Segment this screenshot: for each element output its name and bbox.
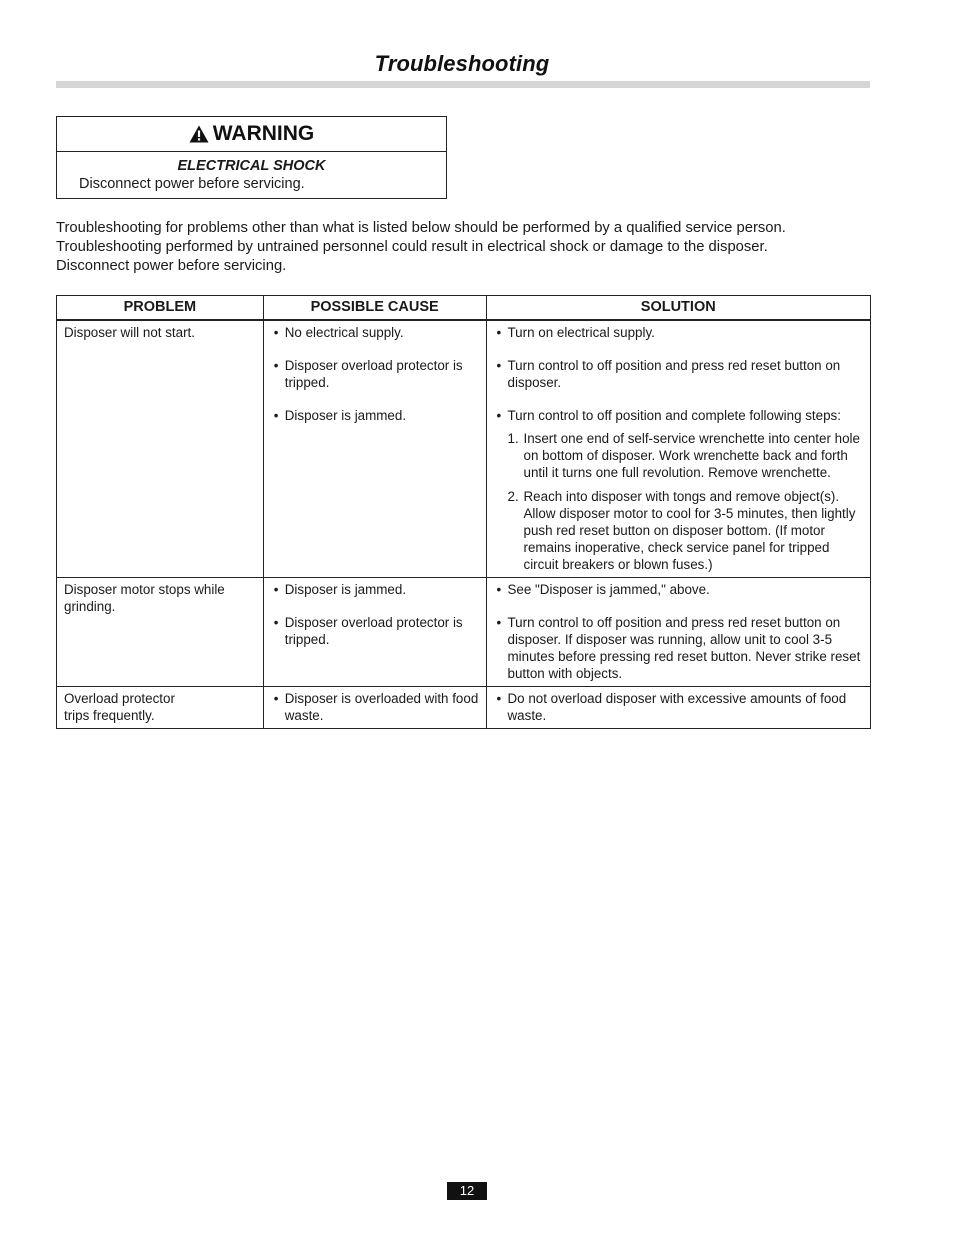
cause-item: • Disposer overload protector is tripped. <box>274 357 480 391</box>
solution-steps <box>497 430 867 573</box>
cause-item: • Disposer is overloaded with food waste. <box>274 690 480 724</box>
cause-item: • Disposer is jammed. <box>274 581 480 598</box>
solution-item: • See "Disposer is jammed," above. <box>497 581 867 598</box>
problem-cell: Disposer will not start. <box>57 320 264 578</box>
problem-cell: Disposer motor stops while grinding. <box>57 578 264 687</box>
header-solution: SOLUTION <box>486 296 871 321</box>
step-text: Reach into disposer with tongs and remove object(s). Allow disposer motor to cool for 3-5 minutes, then lightly push red reset button on disposer bottom. (If motor remains inoperative, check service panel for tripped circuit breakers or blown fuses.) <box>523 489 856 572</box>
solution-cell <box>486 320 871 578</box>
cause-item: • No electrical supply. <box>274 324 480 341</box>
intro-line: Troubleshooting for problems other than what is listed below should be performed by a qualified service person. <box>56 220 786 236</box>
intro-line: Troubleshooting performed by untrained personnel could result in electrical shock or damage to the disposer. <box>56 239 768 255</box>
solution-item: • Turn control to off position and press red reset button on disposer. <box>497 357 867 391</box>
cause-cell <box>263 687 486 729</box>
problem-cell <box>57 687 264 729</box>
step-text: Insert one end of self-service wrenchette into center hole on bottom of disposer. Work wrenchette back and forth until it turns one full revolution. Remove wrenchette. <box>523 431 860 480</box>
solution-cell <box>486 578 871 687</box>
problem-line: trips frequently. <box>64 708 155 723</box>
table-header-row <box>57 296 871 321</box>
intro-line: Disconnect power before servicing. <box>56 258 287 274</box>
solution-item: • Turn on electrical supply. <box>497 324 867 341</box>
header-problem: PROBLEM <box>57 296 264 321</box>
page-number: 12 <box>447 1182 487 1200</box>
page-title: Troubleshooting <box>374 51 550 76</box>
warning-header <box>57 117 446 152</box>
warning-text: Disconnect power before servicing. <box>79 176 305 192</box>
table-row <box>57 320 871 578</box>
table-row <box>57 578 871 687</box>
solution-item: • Do not overload disposer with excessive amounts of food waste. <box>497 690 867 724</box>
warning-triangle-icon <box>189 125 209 143</box>
step-number: 2. <box>507 489 519 504</box>
solution-item: • Turn control to off position and complete following steps: <box>497 407 867 424</box>
table-row <box>57 687 871 729</box>
cause-cell <box>263 320 486 578</box>
warning-hazard: ELECTRICAL SHOCK <box>177 158 326 174</box>
title-rule <box>56 81 870 88</box>
solution-item: • Turn control to off position and press red reset button on disposer. If disposer was running, allow unit to cool 3-5 minutes before pressing red reset button. Never strike reset button with objects. <box>497 614 867 682</box>
cause-item: • Disposer is jammed. <box>274 407 480 424</box>
cause-item: • Disposer overload protector is tripped. <box>274 614 480 648</box>
cause-cell <box>263 578 486 687</box>
step-number: 1. <box>507 431 519 446</box>
warning-box <box>56 116 447 199</box>
warning-label: WARNING <box>212 122 315 145</box>
intro-paragraph <box>56 219 876 276</box>
header-possible-cause: POSSIBLE CAUSE <box>263 296 486 321</box>
problem-line: Overload protector <box>64 691 175 706</box>
troubleshooting-table <box>56 295 871 729</box>
solution-step <box>497 488 867 573</box>
solution-cell <box>486 687 871 729</box>
solution-step <box>497 430 867 481</box>
